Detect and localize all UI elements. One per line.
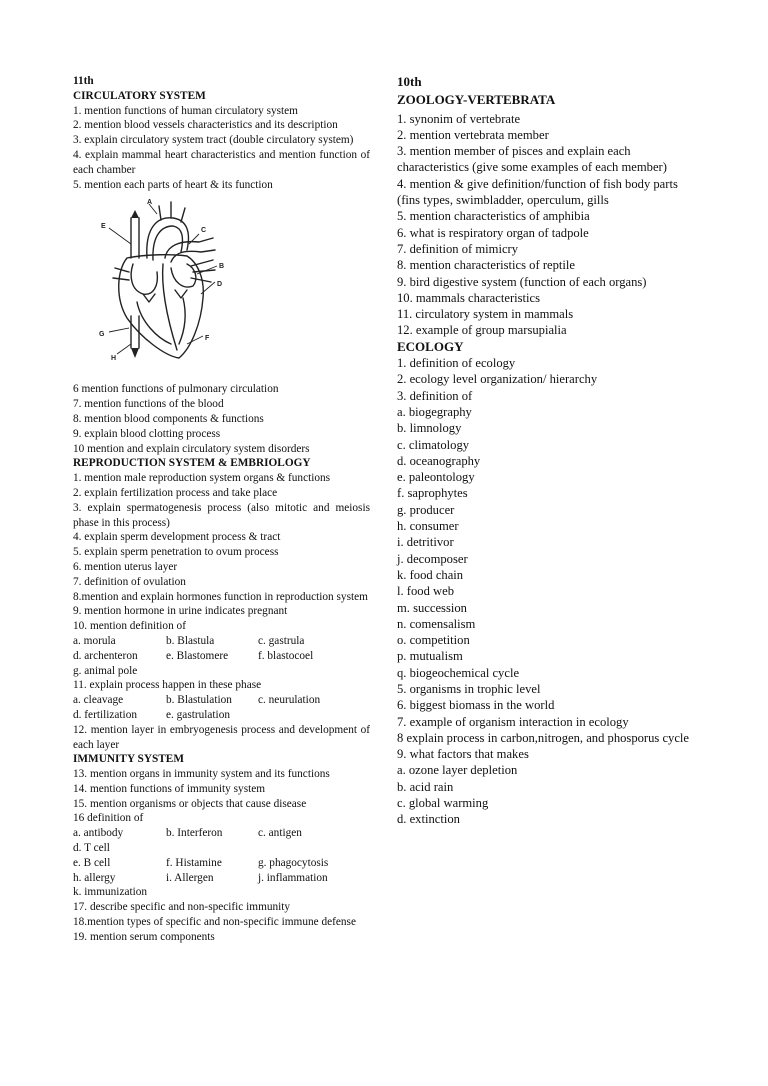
list-item: 4. mention & give definition/function of fish body parts (fins types, swimbladder, operculum, gills	[397, 176, 678, 208]
list-item: 5. mention each parts of heart & its function	[73, 178, 273, 191]
circulatory-heading: CIRCULATORY SYSTEM	[73, 89, 206, 102]
list-item: 1. mention functions of human circulatory system	[73, 104, 298, 117]
list-item: d. extinction	[397, 812, 460, 827]
list-item: 12. example of group marsupialia	[397, 323, 567, 338]
list-item: m. succession	[397, 600, 467, 615]
definition-term: a. antibody	[73, 827, 124, 840]
definition-term: f. blastocoel	[258, 649, 314, 662]
immunity-list	[73, 767, 370, 945]
list-item: 9. explain blood clotting process	[73, 427, 221, 440]
definition-term: d. archenteron	[73, 649, 138, 662]
reproduction-heading: REPRODUCTION SYSTEM & EMBRIOLOGY	[73, 457, 311, 470]
list-item: c. global warming	[397, 796, 489, 811]
list-item: 4. explain sperm development process & tract	[73, 531, 281, 544]
list-item: 7. example of organism interaction in ecology	[397, 714, 629, 729]
definition-term: e. Blastomere	[166, 649, 229, 662]
list-item: 1. synonim of vertebrate	[397, 111, 521, 126]
phase-term: b. Blastulation	[166, 694, 232, 707]
list-item: 2. ecology level organization/ hierarchy	[397, 372, 598, 387]
right-column	[397, 74, 697, 828]
list-item: a. ozone layer depletion	[397, 763, 518, 778]
list-item: 5. explain sperm penetration to ovum process	[73, 546, 279, 559]
definition-row	[73, 856, 370, 871]
list-item: o. competition	[397, 633, 470, 648]
list-item: d. oceanography	[397, 453, 481, 468]
list-item: 3. mention member of pisces and explain each characteristics (give some examples of each member)	[397, 144, 667, 175]
list-item: k. food chain	[397, 567, 464, 582]
list-item: 1. definition of ecology	[397, 356, 516, 371]
ecology-heading: ECOLOGY	[397, 338, 464, 354]
diagram-label-d: D	[217, 281, 223, 289]
definition-row	[73, 826, 370, 841]
list-item: 5. mention characteristics of amphibia	[397, 209, 590, 224]
list-item: c. climatology	[397, 437, 470, 452]
list-item: 8 explain process in carbon,nitrogen, and phosporus cycle	[397, 730, 690, 745]
list-item: 10. mammals characteristics	[397, 290, 541, 305]
list-item: 10 mention and explain circulatory system disorders	[73, 442, 310, 455]
list-item: 8. mention blood components & functions	[73, 412, 264, 425]
immunity-heading: IMMUNITY SYSTEM	[73, 753, 184, 766]
list-item: 7. mention functions of the blood	[73, 398, 224, 411]
list-item: g. producer	[397, 502, 455, 517]
definition-term: c. gastrula	[258, 634, 305, 647]
definition-term: b. Blastula	[166, 634, 215, 647]
list-item: i. detritivor	[397, 535, 454, 550]
list-item: 8. mention characteristics of reptile	[397, 258, 575, 273]
list-item: 3. explain spermatogenesis process (also mitotic and meiosis phase in this process)	[73, 501, 370, 529]
list-item: 2. mention vertebrata member	[397, 127, 549, 142]
definition-term: j. inflammation	[258, 871, 328, 884]
definition-row	[73, 664, 370, 679]
ecology-list	[397, 355, 697, 828]
list-item: 6. what is respiratory organ of tadpole	[397, 225, 589, 240]
definition-term: g. phagocytosis	[258, 856, 329, 869]
list-item: 16 definition of	[73, 812, 144, 825]
definition-term: k. immunization	[73, 886, 148, 899]
phase-term: a. cleavage	[73, 694, 124, 707]
list-item: 1. mention male reproduction system organs & functions	[73, 472, 331, 485]
list-item: 15. mention organisms or objects that cause disease	[73, 797, 307, 810]
list-item: 13. mention organs in immunity system and its functions	[73, 768, 330, 781]
list-item: 3. explain circulatory system tract (double circulatory system)	[73, 134, 354, 147]
definition-row	[73, 841, 370, 856]
list-item: b. limnology	[397, 421, 462, 436]
definition-term: h. allergy	[73, 871, 116, 884]
grade-11-label: 11th	[73, 75, 94, 87]
heart-diagram	[73, 198, 370, 374]
grade-10-label: 10th	[397, 74, 422, 89]
circulatory-list	[73, 104, 370, 193]
list-item: 7. definition of ovulation	[73, 575, 186, 588]
diagram-label-a: A	[147, 199, 153, 207]
definition-term: f. Histamine	[166, 856, 222, 869]
list-item: 5. organisms in trophic level	[397, 681, 541, 696]
diagram-label-e: E	[101, 223, 106, 231]
list-item: 6. biggest biomass in the world	[397, 698, 555, 713]
list-item: f. saprophytes	[397, 486, 468, 501]
list-item: b. acid rain	[397, 779, 454, 794]
list-item: 8.mention and explain hormones function in reproduction system	[73, 590, 368, 603]
list-item: 14. mention functions of immunity system	[73, 782, 266, 795]
list-item: 9. what factors that makes	[397, 747, 529, 762]
list-item: h. consumer	[397, 519, 459, 534]
circulatory-list-cont	[73, 382, 370, 456]
list-item: 12. mention layer in embryogenesis process and development of each layer	[73, 723, 370, 751]
reproduction-list	[73, 471, 370, 752]
phase-row	[73, 708, 370, 723]
list-item: a. biogegraphy	[397, 404, 472, 419]
phase-term: e. gastrulation	[166, 708, 230, 721]
list-item: n. comensalism	[397, 616, 476, 631]
phase-term: d. fertilization	[73, 708, 137, 721]
definition-term: b. Interferon	[166, 827, 223, 840]
definition-row	[73, 885, 370, 900]
definition-term: d. T cell	[73, 842, 110, 855]
diagram-label-b: B	[219, 263, 225, 271]
list-item: 7. definition of mimicry	[397, 241, 519, 256]
diagram-label-c: C	[201, 227, 207, 235]
list-item: 19. mention serum components	[73, 930, 215, 943]
list-item: 11. circulatory system in mammals	[397, 307, 574, 322]
diagram-label-h: H	[111, 355, 117, 363]
list-item: 6. mention uterus layer	[73, 560, 178, 573]
definition-term: e. B cell	[73, 856, 111, 869]
list-item: 9. mention hormone in urine indicates pregnant	[73, 605, 288, 618]
list-item: e. paleontology	[397, 470, 475, 485]
definition-row	[73, 871, 370, 886]
list-item: 6 mention functions of pulmonary circulation	[73, 383, 279, 396]
phase-row	[73, 693, 370, 708]
left-column	[73, 74, 370, 945]
definition-row	[73, 649, 370, 664]
list-item: 2. mention blood vessels characteristics and its description	[73, 119, 338, 132]
definition-term: g. animal pole	[73, 664, 138, 677]
list-item: p. mutualism	[397, 649, 463, 664]
list-item: 17. describe specific and non-specific immunity	[73, 901, 291, 914]
list-item: 18.mention types of specific and non-specific immune defense	[73, 916, 356, 929]
vertebrata-list	[397, 111, 697, 339]
list-item: 2. explain fertilization process and take place	[73, 486, 278, 499]
definition-term: a. morula	[73, 634, 116, 647]
list-item: j. decomposer	[397, 551, 468, 566]
list-item: 4. explain mammal heart characteristics and mention function of each chamber	[73, 148, 370, 176]
list-item: q. biogeochemical cycle	[397, 665, 520, 680]
diagram-label-g: G	[99, 331, 105, 339]
list-item: 10. mention definition of	[73, 620, 186, 633]
vertebrata-heading: ZOOLOGY-VERTEBRATA	[397, 92, 556, 108]
definition-term: i. Allergen	[166, 871, 214, 884]
phase-term: c. neurulation	[258, 694, 321, 707]
list-item: 11. explain process happen in these phase	[73, 679, 262, 692]
heart-diagram-svg	[87, 198, 237, 374]
definition-term: c. antigen	[258, 827, 302, 840]
list-item: l. food web	[397, 584, 455, 599]
definition-row	[73, 634, 370, 649]
diagram-label-f: F	[205, 335, 210, 343]
list-item: 3. definition of	[397, 388, 473, 403]
list-item: 9. bird digestive system (function of each organs)	[397, 274, 647, 289]
